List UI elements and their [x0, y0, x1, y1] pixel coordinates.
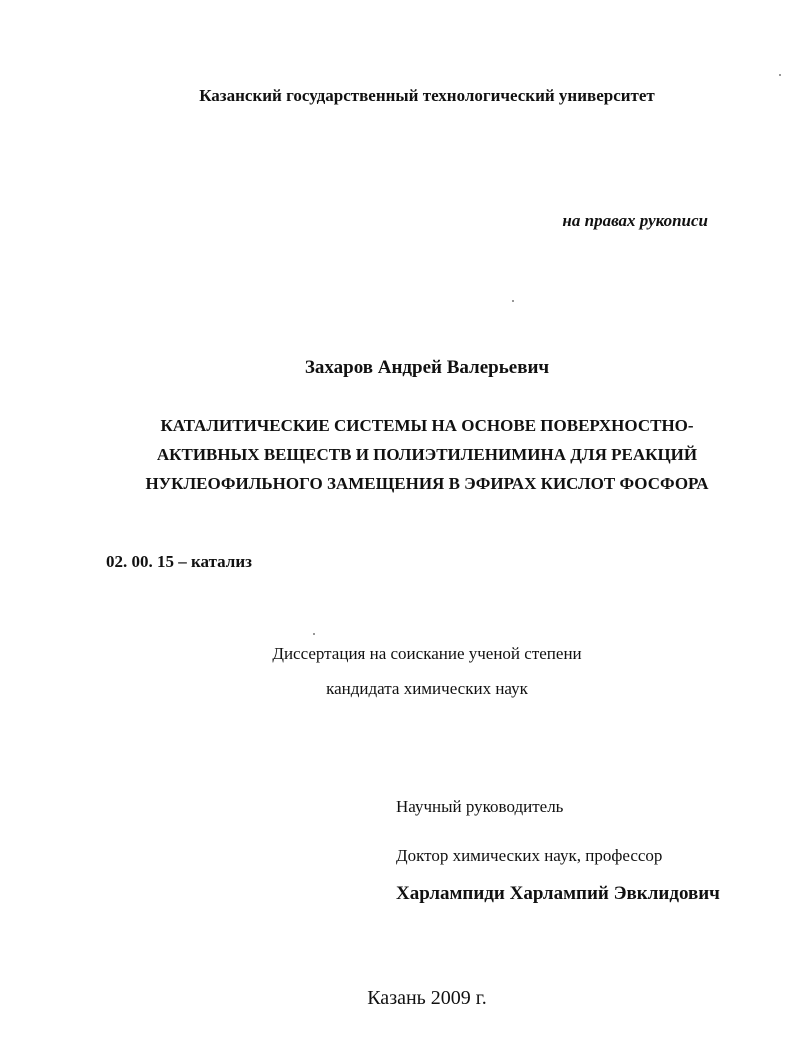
title-line-3: НУКЛЕОФИЛЬНОГО ЗАМЕЩЕНИЯ В ЭФИРАХ КИСЛОТ ФОСФОРА [145, 474, 709, 493]
dissertation-title [0, 411, 794, 498]
scan-speck [779, 74, 781, 76]
supervisor-label: Научный руководитель [396, 797, 564, 816]
manuscript-note: на правах рукописи [562, 211, 708, 230]
supervisor-name: Харлампиди Харлампий Эвклидович [396, 883, 720, 904]
dissertation-line-1: Диссертация на соискание ученой степени [272, 644, 582, 663]
dissertation-line-2: кандидата химических наук [326, 679, 528, 698]
author-name: Захаров Андрей Валерьевич [304, 357, 550, 378]
supervisor-degree: Доктор химических наук, профессор [396, 846, 663, 865]
scan-speck [512, 300, 514, 302]
title-line-2: АКТИВНЫХ ВЕЩЕСТВ И ПОЛИЭТИЛЕНИМИНА ДЛЯ РЕАКЦИЙ [156, 445, 698, 464]
city-year: Казань 2009 г. [367, 987, 487, 1009]
title-line-1: КАТАЛИТИЧЕСКИЕ СИСТЕМЫ НА ОСНОВЕ ПОВЕРХНОСТНО- [160, 416, 694, 435]
scan-speck [313, 633, 315, 635]
university-name: Казанский государственный технологический университет [199, 86, 655, 105]
specialty-code: 02. 00. 15 – катализ [106, 552, 252, 571]
